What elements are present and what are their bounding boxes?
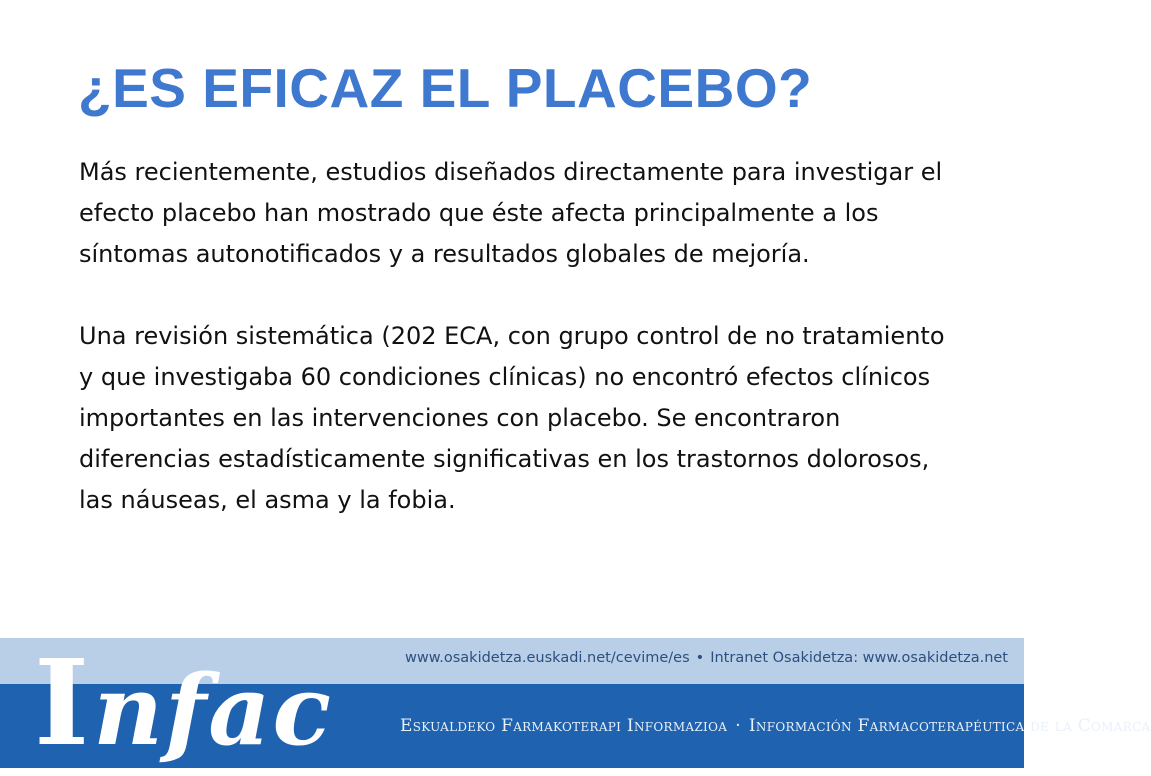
tagline-spanish: Información Farmacoterapéutica de la Comarca <box>748 716 1151 736</box>
footer-tagline <box>400 716 1151 736</box>
slide-title: ¿ES EFICAZ EL PLACEBO? <box>78 57 813 119</box>
slide-body <box>79 152 959 521</box>
tagline-basque: Eskualdeko Farmakoterapi Informazioa <box>400 716 728 736</box>
paragraph-2: Una revisión sistemática (202 ECA, con grupo control de no tratamiento y que investigaba 60 condiciones clínicas) no encontró efectos clínicos importantes en las intervenciones con placebo. Se encontraron diferencias estadísticamente significativas en los trastornos dolorosos, las náuseas, el asma y la fobia. <box>79 322 945 514</box>
logo-rest: nfac <box>93 654 333 767</box>
tagline-separator: · <box>735 716 741 736</box>
intranet-link[interactable]: Intranet Osakidetza: www.osakidetza.net <box>710 650 1008 666</box>
cevime-link[interactable]: www.osakidetza.euskadi.net/cevime/es <box>405 650 690 666</box>
logo-initial: I <box>34 633 92 772</box>
footer-banner <box>0 633 1151 772</box>
infac-logo <box>34 633 333 776</box>
link-separator: • <box>695 650 705 666</box>
footer-links <box>405 650 1008 666</box>
paragraph-1: Más recientemente, estudios diseñados directamente para investigar el efecto placebo han mostrado que éste afecta principalmente a los síntomas autonotificados y a resultados globales de mejoría. <box>79 158 943 268</box>
